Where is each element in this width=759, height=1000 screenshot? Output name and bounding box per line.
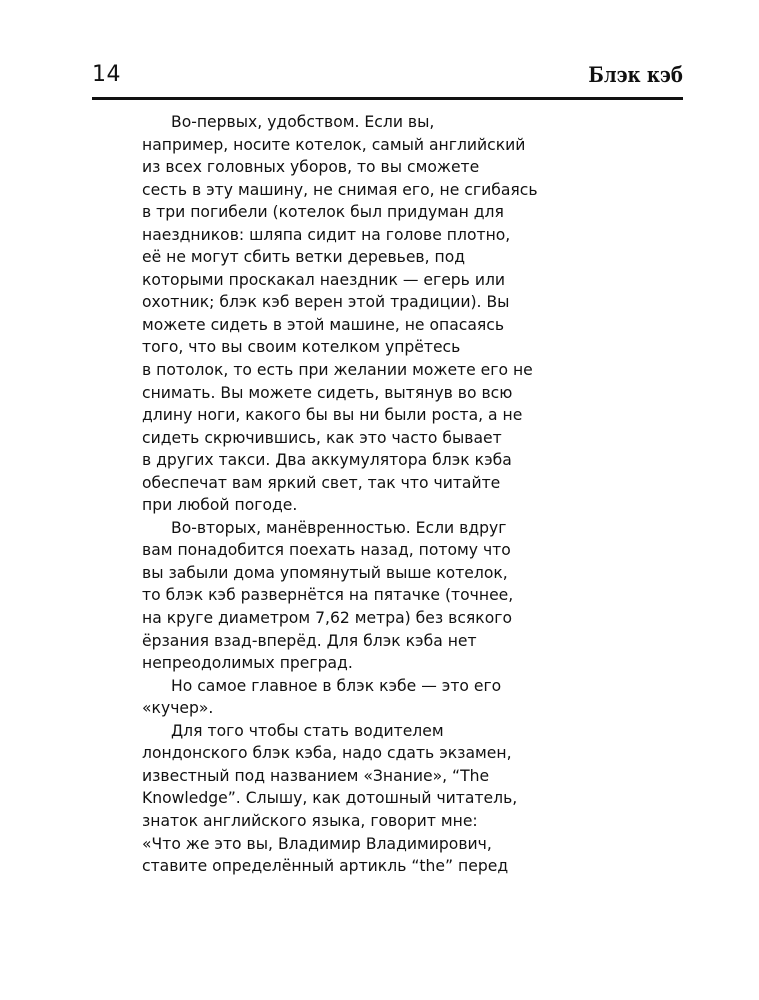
text-line: в других такси. Два аккумулятора блэк кэба bbox=[142, 451, 512, 470]
text-line: ёрзания взад-вперёд. Для блэк кэба нет bbox=[142, 631, 477, 650]
text-line: наездников: шляпа сидит на голове плотно, bbox=[142, 225, 511, 244]
text-line: в три погибели (котелок был придуман для bbox=[142, 203, 504, 222]
text-line: обеспечат вам яркий свет, так что читайте bbox=[142, 473, 501, 492]
text-line: её не могут сбить ветки деревьев, под bbox=[142, 248, 466, 267]
text-line: вам понадобится поехать назад, потому что bbox=[142, 541, 511, 560]
paragraph-first-line: Для того чтобы стать водителем bbox=[171, 721, 444, 740]
text-line: охотник; блэк кэб верен этой традиции). Вы bbox=[142, 293, 510, 312]
text-line: то блэк кэб развернётся на пятачке (точнее, bbox=[142, 586, 514, 605]
text-line: в потолок, то есть при желании можете его не bbox=[142, 361, 533, 380]
text-line: того, что вы своим котелком упрётесь bbox=[142, 338, 461, 357]
text-line: снимать. Вы можете сидеть, вытянув во всю bbox=[142, 383, 513, 402]
paragraph-first-line: Во-вторых, манёвренностью. Если вдруг bbox=[171, 518, 507, 537]
body-text bbox=[142, 111, 542, 878]
page-header bbox=[92, 58, 683, 100]
text-line: непреодолимых преград. bbox=[142, 654, 353, 673]
running-title: Блэк кэб bbox=[588, 62, 683, 87]
text-line: знаток английского языка, говорит мне: bbox=[142, 811, 478, 830]
text-line: сидеть скрючившись, как это часто бывает bbox=[142, 428, 502, 447]
text-line: известный под названием «Знание», “The bbox=[142, 766, 490, 785]
text-line: при любой погоде. bbox=[142, 496, 298, 515]
text-line: например, носите котелок, самый английский bbox=[142, 135, 526, 154]
text-line: ставите определённый артикль “the” перед bbox=[142, 857, 509, 876]
text-line: на круге диаметром 7,62 метра) без всякого bbox=[142, 609, 512, 628]
text-line: «Что же это вы, Владимир Владимирович, bbox=[142, 834, 492, 853]
text-line: «кучер». bbox=[142, 699, 214, 718]
page-number: 14 bbox=[92, 62, 121, 87]
text-line: из всех головных уборов, то вы сможете bbox=[142, 158, 480, 177]
text-line: можете сидеть в этой машине, не опасаясь bbox=[142, 315, 505, 334]
text-line: лондонского блэк кэба, надо сдать экзамен, bbox=[142, 744, 512, 763]
paragraph-first-line: Но самое главное в блэк кэбе — это его bbox=[171, 676, 502, 695]
paragraph-first-line: Во-первых, удобством. Если вы, bbox=[171, 113, 435, 131]
text-line: сесть в эту машину, не снимая его, не сгибаясь bbox=[142, 180, 538, 199]
text-line: вы забыли дома упомянутый выше котелок, bbox=[142, 563, 508, 582]
text-line: которыми проскакал наездник — егерь или bbox=[142, 270, 506, 289]
text-line: длину ноги, какого бы вы ни были роста, а не bbox=[142, 406, 523, 425]
text-line: Knowledge”. Слышу, как дотошный читатель, bbox=[142, 789, 518, 808]
